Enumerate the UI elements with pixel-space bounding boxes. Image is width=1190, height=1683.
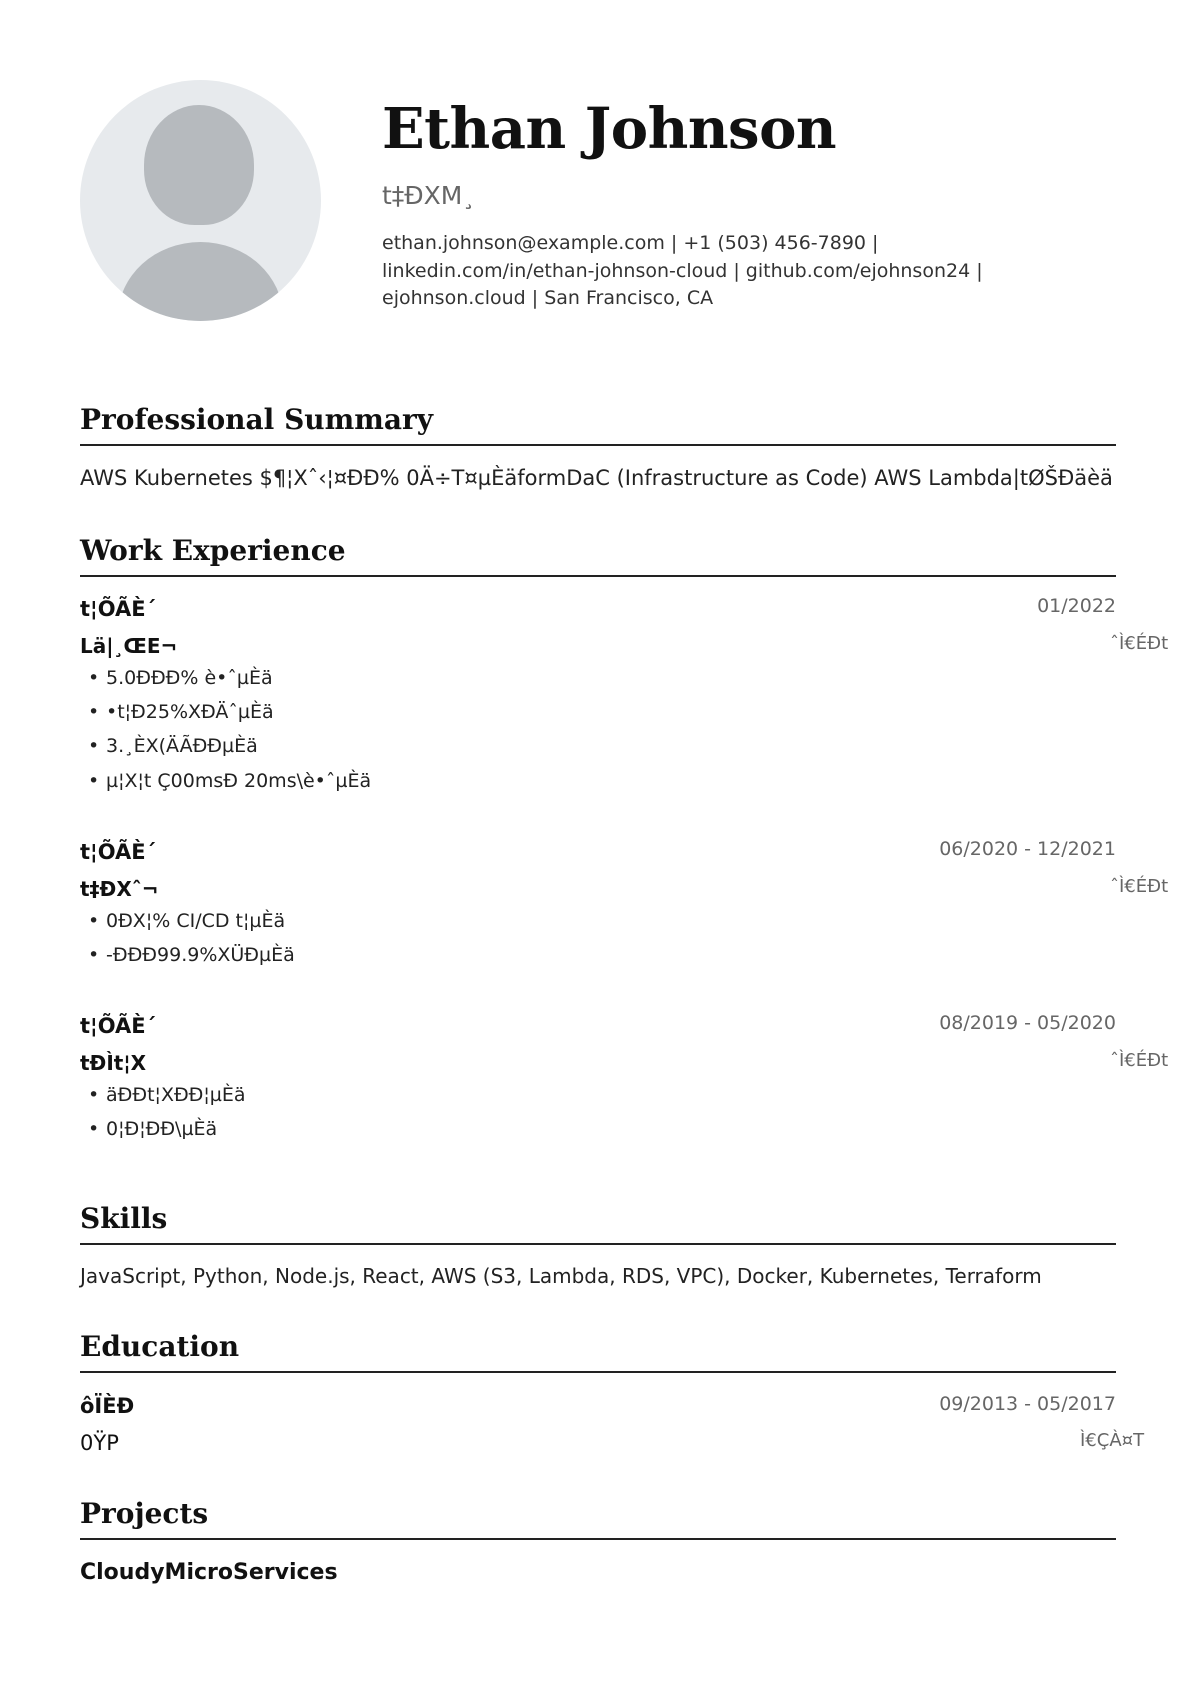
job-date: 01/2022 <box>1037 595 1116 617</box>
section-divider <box>80 1243 1116 1245</box>
job-bullet: • -ÐÐÐ99.9%XÜÐµÈä <box>88 944 295 966</box>
avatar <box>80 80 321 321</box>
candidate-subtitle: t‡ÐXM¸ <box>382 181 475 210</box>
section-title-skills: Skills <box>80 1202 168 1235</box>
section-divider <box>80 1371 1116 1373</box>
contact-info <box>382 230 1022 313</box>
contact-line: ejohnson.cloud | San Francisco, CA <box>382 287 714 309</box>
education-location: Ì€ÇÀ¤T <box>1080 1430 1145 1451</box>
job-location: ˆÌ€ÉÐt <box>1110 633 1169 654</box>
section-divider <box>80 575 1116 577</box>
job-bullet: • 0ÐX¦% CI/CD t¦µÈä <box>88 910 285 932</box>
job-bullet: • 0¦Ð¦ÐÐ\µÈä <box>88 1118 217 1140</box>
job-bullet: • µ¦X¦t Ç00msÐ 20ms\è•ˆµÈä <box>88 770 371 792</box>
job-bullet: • •t¦Ð25%XÐÄˆµÈä <box>88 701 274 723</box>
section-title-projects: Projects <box>80 1497 209 1530</box>
job-company: Lä|¸ŒE¬ <box>80 634 178 658</box>
skills-text: JavaScript, Python, Node.js, React, AWS (S3, Lambda, RDS, VPC), Docker, Kubernetes, Terraform <box>80 1264 1042 1288</box>
section-title-education: Education <box>80 1330 240 1363</box>
job-bullet: • äÐÐt¦XÐÐ¦µÈä <box>88 1084 246 1106</box>
job-title: t¦ÕÃÈ´ <box>80 840 157 864</box>
contact-line: linkedin.com/in/ethan-johnson-cloud | github.com/ejohnson24 | <box>382 259 983 282</box>
job-title: t¦ÕÃÈ´ <box>80 1014 157 1038</box>
avatar-head <box>144 105 254 225</box>
job-date: 06/2020 - 12/2021 <box>939 838 1116 860</box>
avatar-torso <box>118 242 283 321</box>
job-location: ˆÌ€ÉÐt <box>1110 1050 1169 1071</box>
education-school: ôÏÈÐ <box>80 1394 135 1418</box>
job-bullet: • 3.¸ÈX(ÄÃÐÐµÈä <box>88 735 258 757</box>
project-name: CloudyMicroServices <box>80 1560 338 1585</box>
job-location: ˆÌ€ÉÐt <box>1110 876 1169 897</box>
job-company: tÐÌt¦X <box>80 1051 147 1075</box>
job-company: t‡ÐXˆ¬ <box>80 877 159 901</box>
summary-text: AWS Kubernetes $¶¦Xˆ‹¦¤ÐÐ% 0Ä÷T¤µÈäformDaC (Infrastructure as Code) AWS Lambda|tØŠÐäèä <box>80 466 1113 490</box>
education-date: 09/2013 - 05/2017 <box>939 1393 1116 1415</box>
job-bullet: • 5.0ÐÐÐ% è•ˆµÈä <box>88 667 273 689</box>
job-title: t¦ÕÃÈ´ <box>80 597 157 621</box>
section-divider <box>80 1538 1116 1540</box>
contact-line: ethan.johnson@example.com | +1 (503) 456-7890 | <box>382 232 879 254</box>
section-title-summary: Professional Summary <box>80 403 434 436</box>
candidate-name: Ethan Johnson <box>382 96 837 162</box>
job-date: 08/2019 - 05/2020 <box>939 1012 1116 1034</box>
section-title-experience: Work Experience <box>80 534 346 567</box>
education-degree: 0ŸP <box>80 1431 119 1455</box>
section-divider <box>80 444 1116 446</box>
